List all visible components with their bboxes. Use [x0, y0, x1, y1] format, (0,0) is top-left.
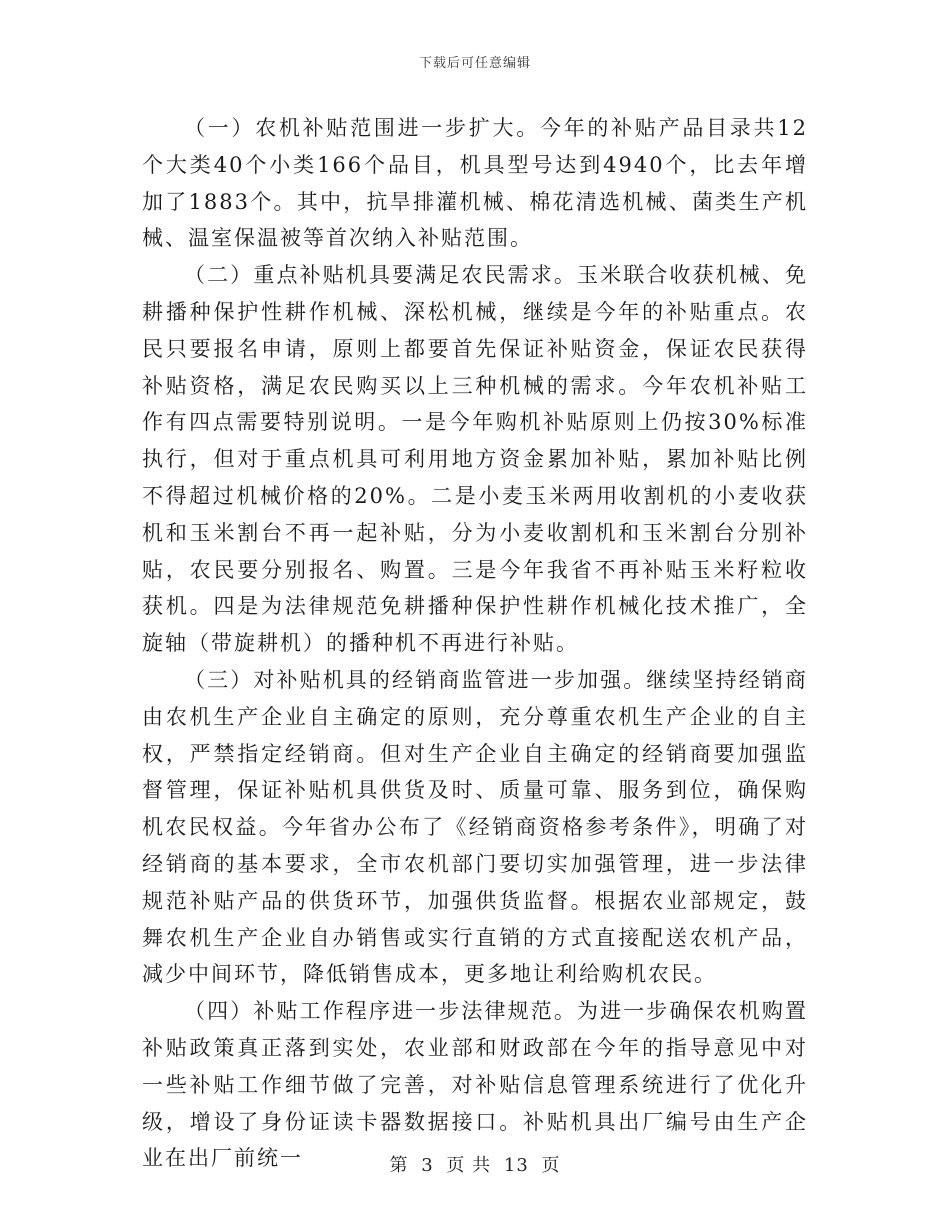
footer-prefix: 第 [389, 1155, 409, 1176]
paragraph-4: （四）补贴工作程序进一步法律规范。为进一步确保农机购置补贴政策真正落到实处，农业部和财政部在今年的指导意见中对一些补贴工作细节做了完善，对补贴信息管理系统进行了优化升级，增设了身份证读卡器数据接口。补贴机具出厂编号由生产企业在出厂前统一 [142, 999, 808, 1171]
paragraph-3: （三）对补贴机具的经销商监管进一步加强。继续坚持经销商由农机生产企业自主确定的原则，充分尊重农机生产企业的自主权，严禁指定经销商。但对生产企业自主确定的经销商要加强监督管理，保证补贴机具供货及时、质量可靠、服务到位，确保购机农民权益。今年省办公布了《经销商资格参考条件》，明确了对经销商的基本要求，全市农机部门要切实加强管理，进一步法律规范补贴产品的供货环节，加强供货监督。根据农业部规定，鼓舞农机生产企业自办销售或实行直销的方式直接配送农机产品，减少中间环节，降低销售成本，更多地让利给购机农民。 [142, 667, 808, 987]
footer-middle: 页 共 [446, 1155, 492, 1176]
paragraph-1: （一）农机补贴范围进一步扩大。今年的补贴产品目录共12个大类40个小类166个品目，机具型号达到4940个，比去年增加了1883个。其中，抗旱排灌机械、棉花清选机械、菌类生产机械、温室保温被等首次纳入补贴范围。 [142, 116, 808, 251]
footer-total-pages: 13 [503, 1155, 529, 1176]
footer-suffix: 页 [541, 1155, 561, 1176]
footer-current-page: 3 [421, 1155, 434, 1176]
page-footer [0, 1151, 950, 1177]
page-header: 下载后可任意编辑 [418, 56, 531, 71]
paragraph-2: （二）重点补贴机具要满足农民需求。玉米联合收获机械、免耕播种保护性耕作机械、深松机械，继续是今年的补贴重点。农民只要报名申请，原则上都要首先保证补贴资金，保证农民获得补贴资格，满足农民购买以上三种机械的需求。今年农机补贴工作有四点需要特别说明。一是今年购机补贴原则上仍按30%标准执行，但对于重点机具可利用地方资金累加补贴，累加补贴比例不得超过机械价格的20%。二是小麦玉米两用收割机的小麦收获机和玉米割台不再一起补贴，分为小麦收割机和玉米割台分别补贴，农民要分别报名、购置。三是今年我省不再补贴玉米籽粒收获机。四是为法律规范免耕播种保护性耕作机械化技术推广，全旋轴（带旋耕机）的播种机不再进行补贴。 [142, 263, 808, 656]
document-body [142, 110, 808, 1177]
